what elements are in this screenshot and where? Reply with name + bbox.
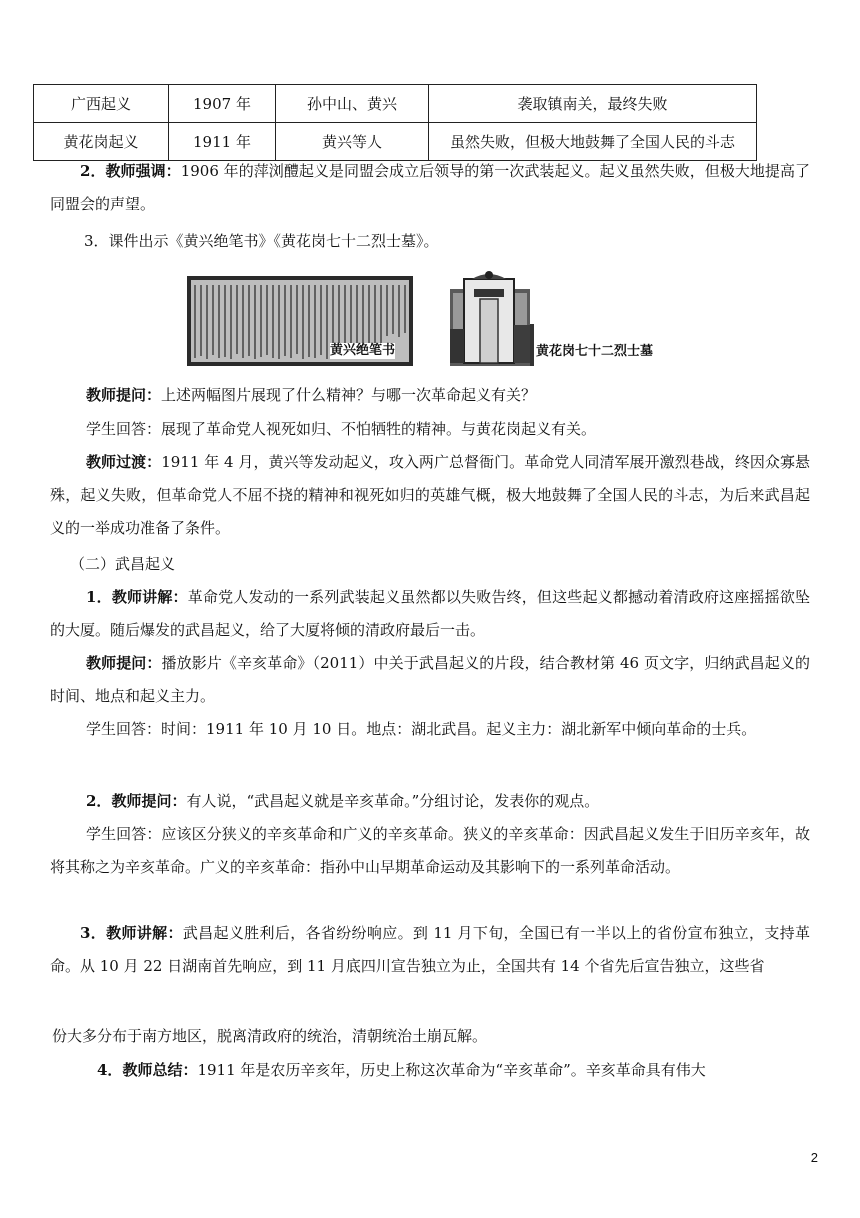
paragraph-teacher-question-discussion [86, 791, 599, 811]
paragraph-student-answer: 学生回答：展现了革命党人视死如归、不怕牺牲的精神。与黄花岗起义有关。 [86, 420, 597, 438]
role-label: 教师讲解： [111, 588, 188, 606]
paragraph-courseware: 3．课件出示《黄兴绝笔书》《黄花岗七十二烈士墓》。 [84, 232, 439, 250]
paragraph-text: 1911 年 4 月，黄兴等发动起义，攻入两广总督衙门。革命党人同清军展开激烈巷战，终因众寡悬殊，起义失败，但革命党人不屈不挠的精神和视死如归的英雄气概，极大地鼓舞了全国人民的斗志，为后来武昌起义的一举成功准备了条件。 [50, 453, 810, 537]
table-cell: 黄兴等人 [276, 123, 429, 161]
paragraph-text: 有人说，“武昌起义就是辛亥革命。”分组讨论，发表你的观点。 [186, 792, 600, 810]
paragraph-continuation: 份大多分布于南方地区，脱离清政府的统治，清朝统治土崩瓦解。 [52, 1027, 488, 1045]
paragraph-text: 播放影片《辛亥革命》（2011）中关于武昌起义的片段，结合教材第 46 页文字，归纳武昌起义的时间、地点和起义主力。 [50, 654, 810, 705]
paragraph-student-answer-details: 学生回答：时间：1911 年 10 月 10 日。地点：湖北武昌。起义主力：湖北新军中倾向革命的士兵。 [86, 720, 757, 738]
paragraph-text: 上述两幅图片展现了什么精神？与哪一次革命起义有关？ [161, 386, 537, 404]
paragraph-teacher-question [86, 385, 536, 405]
huanghuagang-tomb-image [450, 269, 700, 366]
paragraph-text: 1906 年的萍浏醴起义是同盟会成立后领导的第一次武装起义。起义虽然失败，但极大地提高了同盟会的声望。 [50, 162, 811, 213]
paragraph-teacher-question-film [50, 647, 810, 713]
item-number: 4． [97, 1061, 123, 1079]
section-heading: （二）武昌起义 [70, 555, 176, 573]
role-label: 教师提问： [86, 654, 162, 672]
paragraph-teacher-emphasis [50, 155, 810, 221]
table-cell: 黄花岗起义 [34, 123, 169, 161]
paragraph-student-answer-definition: 学生回答：应该区分狭义的辛亥革命和广义的辛亥革命。狭义的辛亥革命：因武昌起义发生于旧历辛亥年，故将其称之为辛亥革命。广义的辛亥革命：指孙中山早期革命运动及其影响下的一系列革命活动。 [50, 825, 810, 876]
paragraph-teacher-explain [50, 581, 810, 647]
table-cell: 袭取镇南关，最终失败 [429, 85, 757, 123]
role-label: 教师提问： [86, 386, 162, 404]
item-number: 2． [80, 162, 106, 180]
paragraph-text: 革命党人发动的一系列武装起义虽然都以失败告终，但这些起义都撼动着清政府这座摇摇欲坠的大厦。随后爆发的武昌起义，给了大厦将倾的清政府最后一击。 [50, 588, 810, 639]
item-number: 3． [80, 924, 107, 942]
uprisings-table [33, 84, 757, 161]
huang-xing-letter-image [187, 276, 413, 366]
paragraph-text: 武昌起义胜利后，各省纷纷响应。到 11 月下旬，全国已有一半以上的省份宣布独立，支持革命。从 10 月 22 日湖南首先响应，到 11 月底四川宣告独立为止，全国共有 14 个省先后宣告独立，这些省 [50, 924, 810, 975]
role-label: 教师总结： [122, 1061, 198, 1079]
paragraph-teacher-transition [50, 446, 810, 545]
item-number: 2． [86, 792, 112, 810]
page-number: 2 [810, 1150, 818, 1165]
role-label: 教师强调： [105, 162, 181, 180]
paragraph-text: 1911 年是农历辛亥年，历史上称这次革命为“辛亥革命”。辛亥革命具有伟大 [197, 1061, 706, 1079]
paragraph-teacher-explain-provinces [50, 917, 810, 983]
image-caption: 黄兴绝笔书 [330, 343, 396, 358]
table-cell: 1911 年 [169, 123, 276, 161]
table-cell: 孙中山、黄兴 [276, 85, 429, 123]
image-caption: 黄花岗七十二烈士墓 [536, 344, 654, 359]
table-cell: 广西起义 [34, 85, 169, 123]
table-cell: 虽然失败，但极大地鼓舞了全国人民的斗志 [429, 123, 757, 161]
table-row [34, 85, 757, 123]
paragraph-teacher-summary [97, 1060, 706, 1080]
role-label: 教师讲解： [106, 924, 183, 942]
table-cell: 1907 年 [169, 85, 276, 123]
role-label: 教师过渡： [86, 453, 162, 471]
role-label: 教师提问： [111, 792, 187, 810]
item-number: 1． [86, 588, 112, 606]
